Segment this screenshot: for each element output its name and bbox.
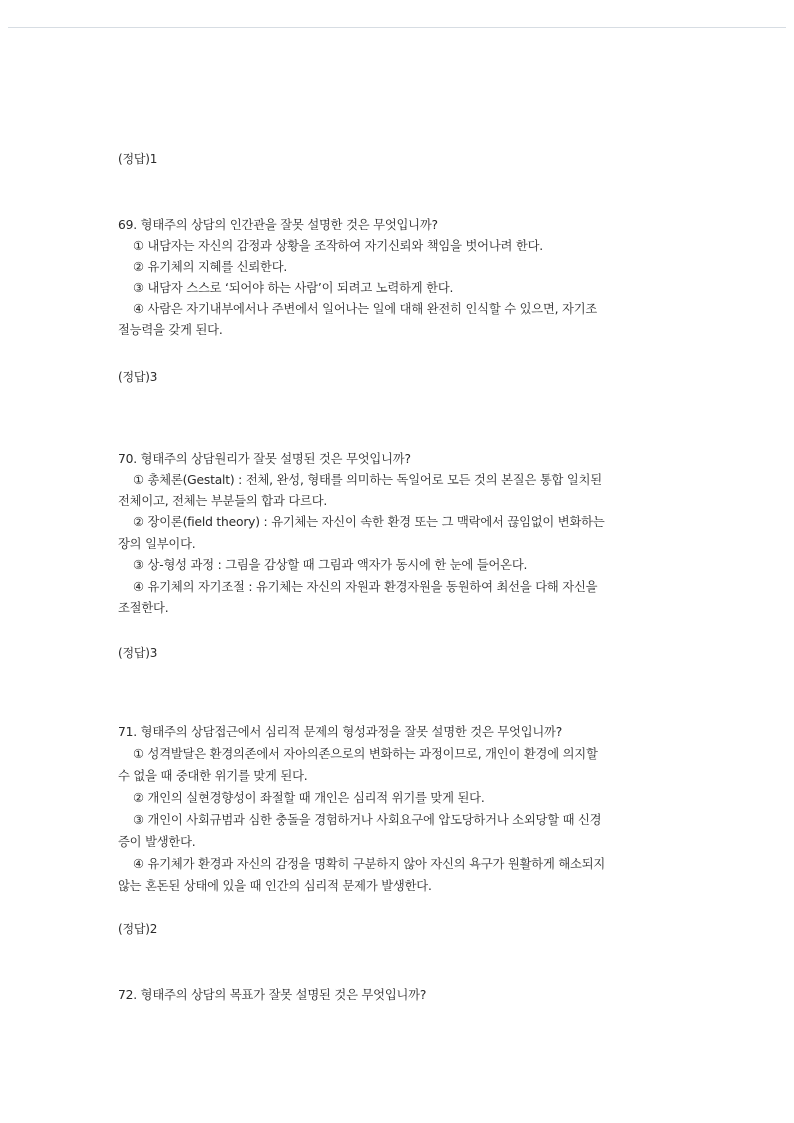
q71-option-3: ③ 개인이 사회규범과 심한 충돌을 경험하거나 사회요구에 압도당하거나 소외당할 때 신경 [133, 813, 602, 827]
q69-option-1: ① 내담자는 자신의 감정과 상황을 조작하여 자기신뢰와 책임을 벗어나려 한다. [133, 239, 543, 253]
answer-71: (정답)2 [118, 922, 158, 936]
q71-option-1-cont: 수 없을 때 중대한 위기를 맞게 된다. [118, 769, 308, 783]
question-70: 70. 형태주의 상담원리가 잘못 설명된 것은 무엇입니까? [118, 452, 411, 466]
q69-option-4-cont: 절능력을 갖게 된다. [118, 323, 223, 337]
q71-option-4: ④ 유기체가 환경과 자신의 감정을 명확히 구분하지 않아 자신의 욕구가 원활하게 해소되지 [133, 857, 606, 871]
q71-option-4-cont: 않는 혼돈된 상태에 있을 때 인간의 심리적 문제가 발생한다. [118, 879, 432, 893]
q70-option-1-cont: 전체이고, 전체는 부분들의 합과 다르다. [118, 494, 328, 508]
q69-option-4: ④ 사람은 자기내부에서나 주변에서 일어나는 일에 대해 완전히 인식할 수 있으면, 자기조 [133, 302, 598, 316]
answer-70: (정답)3 [118, 646, 158, 660]
question-71: 71. 형태주의 상담접근에서 심리적 문제의 형성과정을 잘못 설명한 것은 무엇입니까? [118, 725, 563, 739]
q70-option-2-cont: 장의 일부이다. [118, 537, 196, 551]
answer-68: (정답)1 [118, 152, 158, 166]
question-72: 72. 형태주의 상담의 목표가 잘못 설명된 것은 무엇입니까? [118, 988, 427, 1002]
question-69: 69. 형태주의 상담의 인간관을 잘못 설명한 것은 무엇입니까? [118, 218, 438, 232]
q71-option-3-cont: 증이 발생한다. [118, 835, 196, 849]
q70-option-1: ① 총체론(Gestalt) : 전체, 완성, 형태를 의미하는 독일어로 모든 것의 본질은 통합 일치된 [133, 473, 602, 487]
q70-option-2: ② 장이론(field theory) : 유기체는 자신이 속한 환경 또는 그 맥락에서 끊임없이 변화하는 [133, 515, 605, 529]
q69-option-2: ② 유기체의 지혜를 신뢰한다. [133, 260, 288, 274]
q69-option-3: ③ 내담자 스스로 ‘되어야 하는 사람’이 되려고 노력하게 한다. [133, 281, 454, 295]
q70-option-3: ③ 상-형성 과정 : 그림을 감상할 때 그림과 액자가 동시에 한 눈에 들어온다. [133, 558, 528, 572]
scan-edge-line [8, 27, 786, 28]
q71-option-2: ② 개인의 실현경향성이 좌절할 때 개인은 심리적 위기를 맞게 된다. [133, 791, 485, 805]
q70-option-4-cont: 조절한다. [118, 601, 169, 615]
q71-option-1: ① 성격발달은 환경의존에서 자아의존으로의 변화하는 과정이므로, 개인이 환경에 의지할 [133, 747, 598, 761]
q70-option-4: ④ 유기체의 자기조절 : 유기체는 자신의 자원과 환경자원을 동원하여 최선을 다해 자신을 [133, 580, 598, 594]
answer-69: (정답)3 [118, 370, 158, 384]
